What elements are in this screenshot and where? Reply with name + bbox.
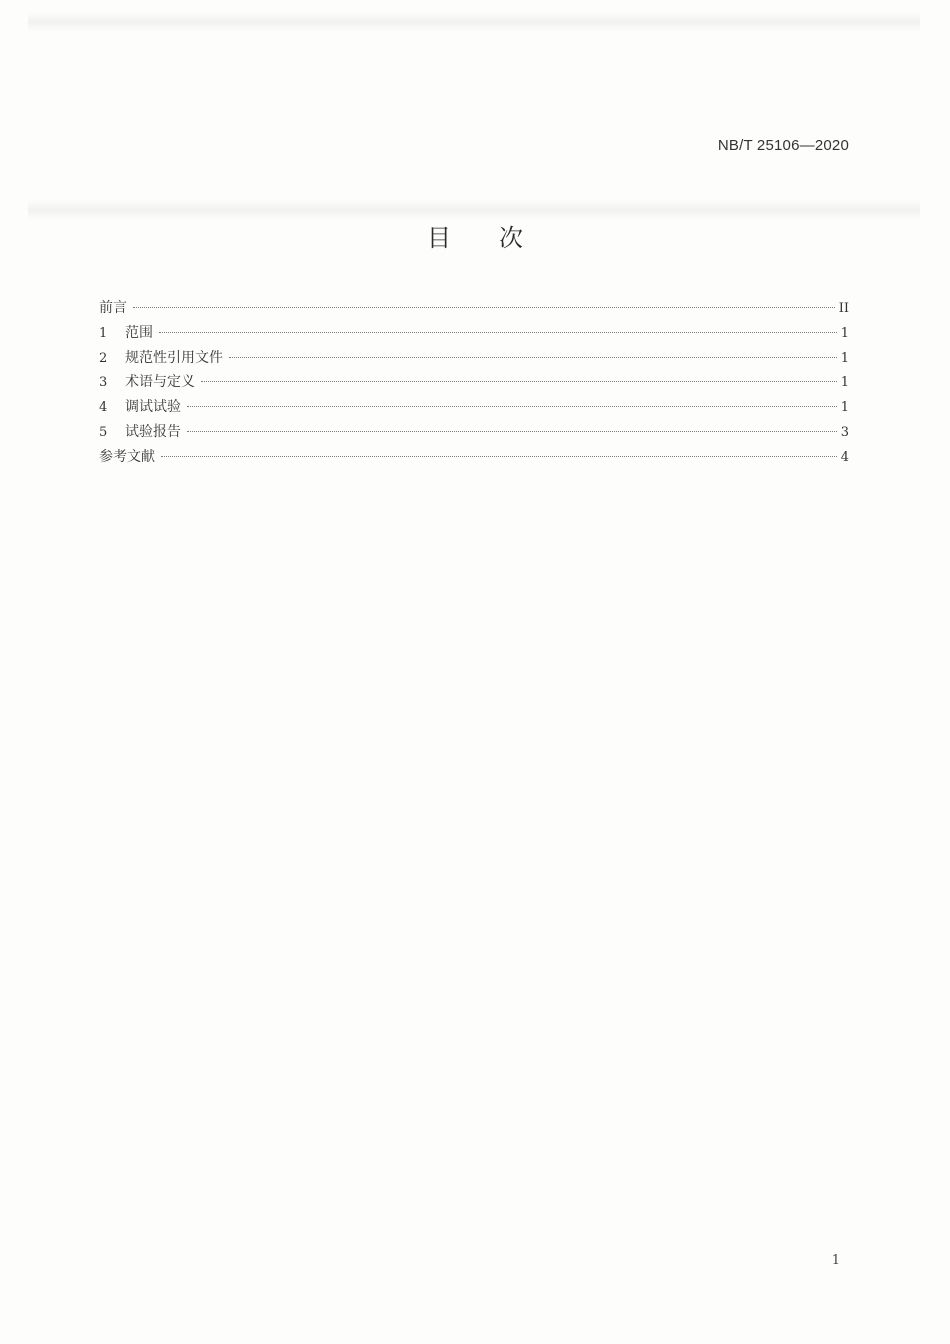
- toc-entry-number: 5: [99, 424, 108, 440]
- toc-entry-page: 1: [840, 325, 849, 341]
- toc-entry-label: 参考文献: [99, 448, 155, 465]
- toc-entry-scope[interactable]: [99, 322, 849, 347]
- toc-entry-page: 1: [840, 350, 849, 366]
- toc-entry-page: 1: [840, 400, 849, 416]
- toc-entry-label: 前言: [99, 300, 127, 316]
- toc-entry-terms-definitions[interactable]: [99, 371, 849, 396]
- toc-entry-label: 调试试验: [125, 399, 181, 416]
- toc-entry-number: 4: [99, 400, 108, 416]
- toc-leader-dots: [229, 357, 837, 358]
- page-number: 1: [831, 1253, 840, 1268]
- toc-entry-page: II: [838, 301, 849, 316]
- toc-leader-dots: [159, 332, 837, 333]
- toc-entry-label: 范围: [125, 324, 153, 341]
- toc-entry-page: 4: [840, 449, 849, 465]
- toc-entry-label: 术语与定义: [125, 374, 195, 391]
- toc-entry-number: 2: [99, 350, 108, 366]
- toc-leader-dots: [133, 307, 835, 308]
- toc-entry-normative-references[interactable]: [99, 347, 849, 372]
- toc-entry-label: 规范性引用文件: [125, 349, 223, 366]
- toc-leader-dots: [187, 406, 837, 407]
- toc-leader-dots: [201, 381, 837, 382]
- table-of-contents: [99, 297, 849, 471]
- toc-entry-number: 1: [99, 325, 108, 341]
- toc-entry-test-report[interactable]: [99, 421, 849, 446]
- toc-entry-page: 1: [840, 375, 849, 391]
- toc-title: 目次: [427, 224, 571, 252]
- toc-entry-preface[interactable]: [99, 297, 849, 322]
- toc-entry-page: 3: [840, 424, 849, 440]
- standard-number: NB/T 25106—2020: [717, 137, 849, 154]
- scan-artifact-top: [28, 12, 920, 32]
- toc-entry-bibliography[interactable]: [99, 446, 849, 471]
- toc-leader-dots: [161, 456, 837, 457]
- toc-leader-dots: [187, 431, 837, 432]
- toc-entry-number: 3: [99, 375, 108, 391]
- scan-artifact-middle: [28, 200, 920, 220]
- toc-entry-label: 试验报告: [125, 423, 181, 440]
- toc-entry-commissioning-tests[interactable]: [99, 396, 849, 421]
